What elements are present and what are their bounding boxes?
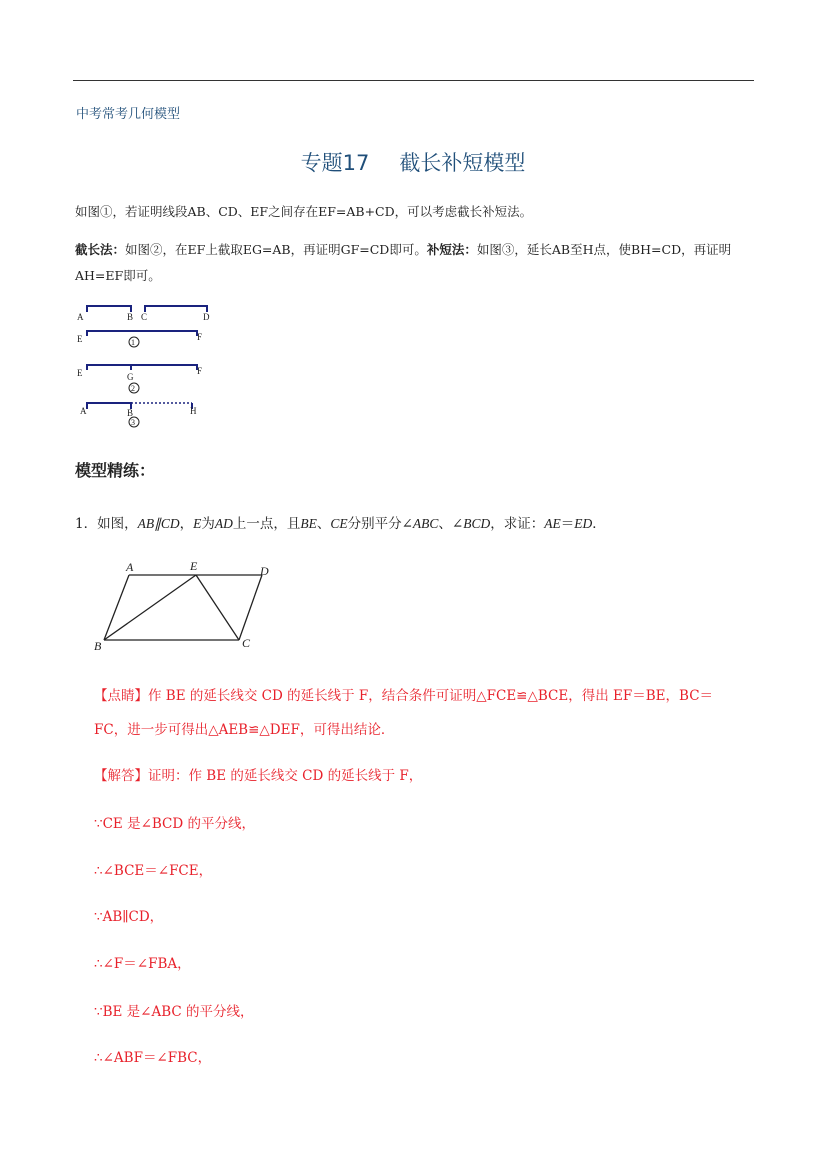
label-f2: F xyxy=(197,366,203,376)
problem-text: ． xyxy=(592,516,606,532)
header-rule xyxy=(73,80,754,81)
problem-text: 分别平分∠ xyxy=(347,516,413,532)
page-title xyxy=(0,147,826,177)
problem-math: ED xyxy=(574,516,593,531)
label-a: A xyxy=(126,560,134,574)
fill-method-text-2: AH=EF即可。 xyxy=(75,268,161,283)
problem-math: AB∥CD xyxy=(137,516,180,531)
hint-tag: 【点睛】 xyxy=(94,688,148,704)
label-b: B xyxy=(94,639,102,653)
segment-ef-2 xyxy=(87,365,197,370)
label-f1: F xyxy=(197,332,203,342)
problem-text: ＝ xyxy=(560,516,575,532)
problem-statement xyxy=(75,512,606,532)
methods-line-1 xyxy=(75,240,731,258)
problem-math: AD xyxy=(214,516,233,531)
label-d: D xyxy=(260,564,269,578)
hint-line-1 xyxy=(94,684,713,704)
problem-math: E xyxy=(193,516,202,531)
section-title: 模型精练： xyxy=(75,461,156,480)
problem-text: ，求证： xyxy=(490,516,545,532)
label-d1: D xyxy=(203,312,210,322)
label-b1: B xyxy=(127,312,134,322)
answer-step: ∴∠BCE＝∠FCE， xyxy=(94,863,213,879)
problem-text: ， xyxy=(179,516,194,532)
answer-step: ∵BE 是∠ABC 的平分线， xyxy=(94,1004,254,1020)
label-a1: A xyxy=(77,312,84,322)
label-c1: C xyxy=(141,312,148,322)
answer-intro xyxy=(94,764,422,784)
answer-step: ∴∠ABF＝∠FBC， xyxy=(94,1050,212,1066)
line-be xyxy=(104,575,196,640)
problem-text: 、 xyxy=(316,516,331,532)
problem-text: 上一点，且 xyxy=(232,516,301,532)
segment-ab xyxy=(87,306,131,312)
problem-math: AE xyxy=(544,516,561,531)
problem-math: BCD xyxy=(463,516,491,531)
problem-text: 为 xyxy=(201,516,215,532)
hint-text-1: 作 BE 的延长线交 CD 的延长线于 F，结合条件可证明△FCE≌△BCE，得出 EF＝BE，BC＝ xyxy=(148,688,714,704)
line-ab xyxy=(104,575,129,640)
segment-diagrams xyxy=(70,298,220,433)
label-num-2: 2 xyxy=(131,384,135,393)
fill-method-label: 补短法： xyxy=(426,242,477,257)
answer-tag: 【解答】 xyxy=(94,768,148,784)
label-e2: E xyxy=(77,368,83,378)
hint-line-2: FC，进一步可得出△AEB≌△DEF，可得出结论． xyxy=(94,722,395,738)
answer-step: ∵AB∥CD， xyxy=(94,909,164,925)
label-e1: E xyxy=(77,334,83,344)
answer-intro-text: 证明：作 BE 的延长线交 CD 的延长线于 F， xyxy=(148,768,423,784)
problem-number: 1． xyxy=(75,516,98,532)
problem-math: CE xyxy=(330,516,348,531)
label-h3: H xyxy=(190,406,197,416)
label-e: E xyxy=(190,559,198,573)
answer-step: ∵CE 是∠BCD 的平分线， xyxy=(94,816,255,832)
line-cd xyxy=(239,575,262,640)
series-header: 中考常考几何模型 xyxy=(76,107,181,122)
problem-text: 如图， xyxy=(97,516,138,532)
problem-math: ABC xyxy=(412,516,439,531)
label-b3: B xyxy=(127,408,134,418)
cut-method-label: 截长法： xyxy=(75,242,126,257)
problem-math: BE xyxy=(300,516,317,531)
label-num-1: 1 xyxy=(131,338,135,347)
label-c: C xyxy=(242,636,251,650)
label-a3: A xyxy=(80,406,87,416)
label-num-3: 3 xyxy=(131,418,135,427)
label-g2: G xyxy=(127,372,134,382)
title-name: 截长补短模型 xyxy=(399,151,526,175)
answer-step: ∴∠F＝∠FBA， xyxy=(94,956,191,972)
segment-cd xyxy=(145,306,207,312)
segment-ab-3 xyxy=(87,403,131,409)
segment-ef-1 xyxy=(87,331,197,336)
line-ce xyxy=(196,575,239,640)
cut-method-text: 如图②，在EF上截取EG=AB，再证明GF=CD即可。 xyxy=(125,242,427,257)
fill-method-text-1: 如图③，延长AB至H点，使BH=CD，再证明 xyxy=(476,242,732,257)
problem-text: 、∠ xyxy=(438,516,464,532)
intro-paragraph: 如图①，若证明线段AB、CD、EF之间存在EF=AB+CD，可以考虑截长补短法。 xyxy=(75,204,533,219)
parallelogram-figure xyxy=(88,556,288,656)
title-topic: 专题17 xyxy=(300,151,370,175)
